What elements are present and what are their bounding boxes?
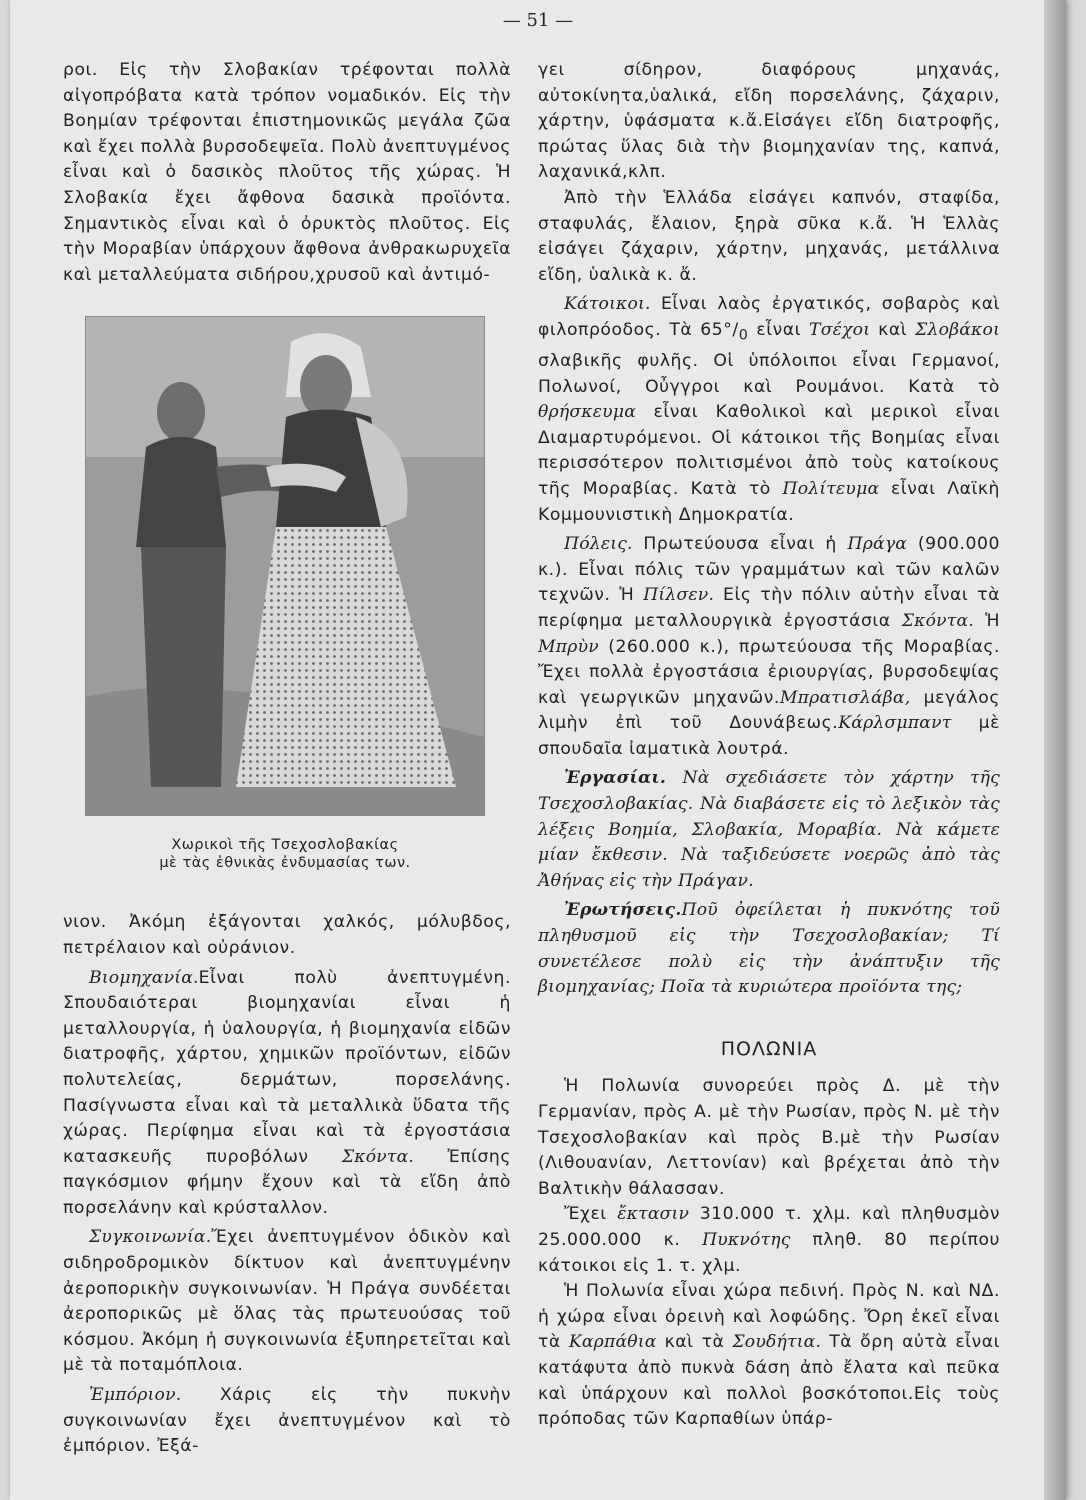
cities-text-f: μεγάλος λιμὴν ἐπὶ τοῦ Δουνάβεως. bbox=[538, 687, 1000, 734]
caption-line-2: μὲ τὰς ἐθνικὰς ἐνδυμασίας των. bbox=[159, 855, 411, 872]
area-text-a: Ἔχει bbox=[564, 1204, 607, 1225]
trade-text: Χάρις εἰς τὴν πυκνὴν συγκοινωνίαν ἔχει ἀνεπτυγμένον καὶ τὸ ἐμπόριον. Ἐξά- bbox=[63, 1385, 511, 1457]
inhabitants-text-d: σλαβικῆς φυλῆς. Οἱ ὑπόλοιποι εἶναι Γερμανοί, Πολωνοί, Οὖγγροι καὶ Ρουμάνοι. Κατὰ τὸ bbox=[538, 350, 1000, 397]
skoda-name: Σκόντα. bbox=[341, 1146, 415, 1167]
carpathians-name: Καρπάθια bbox=[568, 1332, 657, 1353]
paragraph-inhabitants bbox=[538, 292, 1000, 528]
paragraph-questions bbox=[538, 898, 1000, 1000]
skoda-name-right: Σκόντα. bbox=[901, 610, 974, 631]
cities-text-d: Ἡ bbox=[985, 610, 1001, 631]
heading-industry: Βιομηχανία. bbox=[89, 967, 199, 988]
cities-text-g: μὲ σπουδαῖα ἰαματικὰ λουτρά. bbox=[538, 713, 1000, 759]
czechs-term: Τσέχοι bbox=[809, 319, 871, 340]
paragraph-exports: νιον. Ἀκόμη ἐξάγονται χαλκός, μόλυβδος, πετρέλαιον καὶ οὐράνιον. bbox=[63, 912, 511, 958]
left-column bbox=[63, 58, 511, 1460]
figure-caption bbox=[85, 836, 485, 872]
figure bbox=[85, 316, 485, 872]
heading-inhabitants: Κάτοικοι. bbox=[564, 294, 651, 315]
area-term: ἔκτασιν bbox=[617, 1204, 690, 1225]
questions-text: Ποῦ ὀφείλεται ἡ πυκνότης τοῦ πληθυσμοῦ εἰς τὴν Τσεχοσλοβακίαν; Τί συνετέλεσε πολὺ εἰς τὴν ἀνάπτυξιν τῆς βιομηχανίας; Ποῖα τὰ κυριώτερα προϊόντα της; bbox=[538, 900, 1000, 998]
prague-name: Πράγα bbox=[847, 534, 908, 555]
photo-villagers bbox=[85, 316, 485, 816]
photo-illustration bbox=[86, 317, 484, 815]
brno-name: Μπρὺν bbox=[538, 636, 599, 657]
cities-text-e: (260.000 κ.), πρωτεύουσα τῆς Μοραβίας. Ἔχει πολλὰ ἐργοστάσια ἐριουργίας, βυρσοδεψίας καὶ γεωργικῶν μηχανῶν. bbox=[538, 636, 1001, 708]
paragraph-resources: ροι. Εἰς τὴν Σλοβακίαν τρέφονται πολλὰ αἰγοπρόβατα κατὰ τρόπον νομαδικόν. Εἰς τὴν Βοημίαν τρέφονται ἐπιστημονικῶς μεγάλα ζῶα καὶ ἔχει πολλὰ βυρσοδεψεῖα. Πολὺ ἀνεπτυγμένος εἶναι καὶ ὁ δασικὸς πλοῦτος τῆς χώρας. Ἡ Σλοβακία ἔχει ἄφθονα δασικὰ προϊόντα. Σημαντικὸς εἶναι καὶ ὁ ὀρυκτὸς πλοῦτος. Εἰς τὴν Μοραβίαν ὑπάρχουν ἄφθονα ἀνθρακωρυχεῖα καὶ μεταλλεύματα σιδήρου,χρυσοῦ καὶ ἀντιμό- bbox=[63, 60, 511, 285]
heading-trade: Ἐμπόριον. bbox=[89, 1385, 182, 1406]
heading-transport: Συγκοινωνία. bbox=[89, 1227, 212, 1248]
page-edge bbox=[1044, 0, 1066, 1500]
area-text-b: 310.000 τ. χλμ. καὶ πληθυσμὸν 25.000.000 κ. bbox=[538, 1204, 1001, 1250]
exercises-text: Νὰ σχεδιάσετε τὸν χάρτην τῆς Τσεχοσλοβακίας. Νὰ διαβάσετε εἰς τὸ λεξικὸν τὰς λέξεις Βοημία, Σλοβακία, Μοραβία. Νὰ κάμετε μίαν ἔκθεσιν. Νὰ ταξιδεύσετε νοερῶς ἀπὸ τὰς Ἀθήνας εἰς τὴν Πράγαν. bbox=[538, 768, 1001, 891]
book-page bbox=[10, 0, 1066, 1500]
paragraph-poland-area bbox=[538, 1202, 1000, 1279]
cities-text-a: Πρωτεύουσα εἶναι ἡ bbox=[643, 534, 837, 555]
inhabitants-text-c: καὶ bbox=[878, 319, 908, 340]
polity-term: Πολίτευμα bbox=[782, 478, 880, 499]
inhabitants-text-f: εἶναι Λαϊκὴ Κομμουνιστικὴ Δημοκρατία. bbox=[538, 478, 1001, 525]
paragraph-industry bbox=[63, 966, 511, 1222]
paragraph-trade-cont: γει σίδηρον, διαφόρους μηχανάς, αὐτοκίνητα,ὑαλικά, εἴδη πορσελάνης, ζάχαριν, χάρτην, ὑφάσματα κ.ἄ.Εἰσάγει εἴδη διατροφῆς, πρώτας ὕλας διὰ τὴν βιομηχανίαν της, καπνά, λαχανικά,κλπ. bbox=[538, 60, 1000, 183]
caption-line-1: Χωρικοὶ τῆς Τσεχοσλοβακίας bbox=[171, 837, 399, 854]
paragraph-poland-terrain bbox=[538, 1279, 1000, 1433]
industry-text-tail: Ἐπίσης παγκόσμιον φήμην ἔχουν καὶ τὰ εἴδη ἀπὸ πορσελάνην καὶ κρύσταλλον. bbox=[63, 1146, 511, 1218]
heading-exercises: Ἐργασίαι. bbox=[564, 768, 667, 789]
density-term: Πυκνότης bbox=[702, 1229, 791, 1250]
right-column bbox=[538, 58, 1000, 1433]
area-text-c: πληθ. 80 περίπου κάτοικοι εἰς 1. τ. χλμ. bbox=[538, 1229, 1001, 1276]
slovaks-term: Σλοβάκοι bbox=[915, 319, 1001, 340]
karlsbad-name: Κάρλσμπαντ bbox=[838, 713, 952, 734]
inhabitants-text-a: Εἶναι λαὸς ἐργατικός, σοβαρὸς καὶ φιλοπρόοδος. Τὰ 65°/ bbox=[538, 294, 1000, 340]
paragraph-greece-trade: Ἀπὸ τὴν Ἑλλάδα εἰσάγει καπνόν, σταφίδα, σταφυλάς, ἔλαιον, ξηρὰ σῦκα κ.ἄ. Ἡ Ἑλλὰς εἰσάγει ζάχαριν, χάρτην, μηχανάς, μετάλλινα εἴδη, ὑαλικὰ κ. ἄ. bbox=[538, 187, 1000, 285]
inhabitants-text-e: εἶναι Καθολικοὶ καὶ μερικοὶ εἶναι Διαμαρτυρόμενοι. Οἱ κάτοικοι τῆς Βοημίας εἶναι περισσότερον πολιτισμένοι ἀπὸ τοὺς κατοίκους τῆς Μοραβίας. Κατὰ τὸ bbox=[538, 402, 1000, 499]
section-title-poland: ΠΟΛΩΝΙΑ bbox=[720, 1037, 818, 1060]
bratislava-name: Μπρατισλάβα, bbox=[779, 687, 911, 708]
religion-term: θρήσκευμα bbox=[538, 402, 637, 423]
terrain-text-b: καὶ τὰ bbox=[664, 1332, 725, 1353]
terrain-text-c: Τὰ ὄρη αὐτὰ εἶναι κατάφυτα ἀπὸ πυκνὰ δάση ἀπὸ ἔλατα καὶ πεῦκα καὶ ὑπάρχουν καὶ πολλοὶ βοσκότοποι.Εἰς τοὺς πρόποδας τῶν Καρπαθίων ὑπάρ- bbox=[538, 1332, 1000, 1430]
page-number: — 51 — bbox=[502, 10, 574, 31]
paragraph-cities bbox=[538, 532, 1000, 762]
inhabitants-text-b: εἶναι bbox=[756, 319, 802, 340]
heading-cities: Πόλεις. bbox=[564, 534, 633, 555]
transport-text: Ἔχει ἀνεπτυγμένον ὁδικὸν καὶ σιδηροδρομικὸν δίκτυον καὶ ἀνεπτυγμένην ἀεροπορικὴν συγκοινωνίαν. Ἡ Πράγα συνδέεται ἀεροπορικῶς μὲ ὅλας τὰς πρωτευούσας τοῦ κόσμου. Ἀκόμη ἡ συγκοινωνία ἐξυπηρετεῖται καὶ μὲ τὰ ποταμόπλοια. bbox=[63, 1227, 511, 1376]
industry-text: Εἶναι πολὺ ἀνεπτυγμένη. Σπουδαιότεραι βιομηχανίαι εἶναι ἡ μεταλλουργία, ἡ ὑαλουργία, ἡ βιομηχανία εἰδῶν διατροφῆς, χάρτου, χημικῶν προϊόντων, εἰδῶν πολυτελείας, δερμάτων, πορσελάνης. Πασίγνωστα εἶναι καὶ τὰ μεταλλικὰ ὕδατα τῆς χώρας. Περίφημα εἶναι καὶ τὰ ἐργοστάσια κατασκευῆς πυροβόλων bbox=[63, 967, 511, 1167]
paragraph-exercises bbox=[538, 766, 1000, 894]
heading-questions: Ἐρωτήσεις. bbox=[564, 900, 682, 921]
cities-text-b: (900.000 κ.). Εἶναι πόλις τῶν γραμμάτων καὶ τῶν καλῶν τεχνῶν. Ἡ bbox=[538, 534, 1001, 606]
pilsen-name: Πίλσεν. bbox=[643, 585, 715, 606]
paragraph-poland-borders: Ἡ Πολωνία συνορεύει πρὸς Δ. μὲ τὴν Γερμανίαν, πρὸς Α. μὲ τὴν Ρωσίαν, πρὸς Ν. μὲ τὴν Τσεχοσλοβακίαν καὶ πρὸς Β.μὲ τὴν Ρωσίαν (Λιθουανίαν, Λεττονίαν) καὶ βρέχεται ἀπὸ τὴν Βαλτικὴν θάλασσαν. bbox=[538, 1076, 1000, 1199]
terrain-text-a: Ἡ Πολωνία εἶναι χώρα πεδινή. Πρὸς Ν. καὶ ΝΔ. ἡ χώρα εἶναι ὀρεινὴ καὶ λοφώδης. Ὄρη ἐκεῖ εἶναι τὰ bbox=[538, 1281, 1000, 1353]
paragraph-trade bbox=[63, 1383, 511, 1460]
percent-subscript: 0 bbox=[738, 327, 749, 344]
sudetes-name: Σουδήτια. bbox=[732, 1332, 822, 1353]
paragraph-transport bbox=[63, 1225, 511, 1379]
cities-text-c: Εἰς τὴν πόλιν αὐτὴν εἶναι τὰ περίφημα μεταλλουργικὰ ἐργοστάσια bbox=[538, 585, 1000, 631]
